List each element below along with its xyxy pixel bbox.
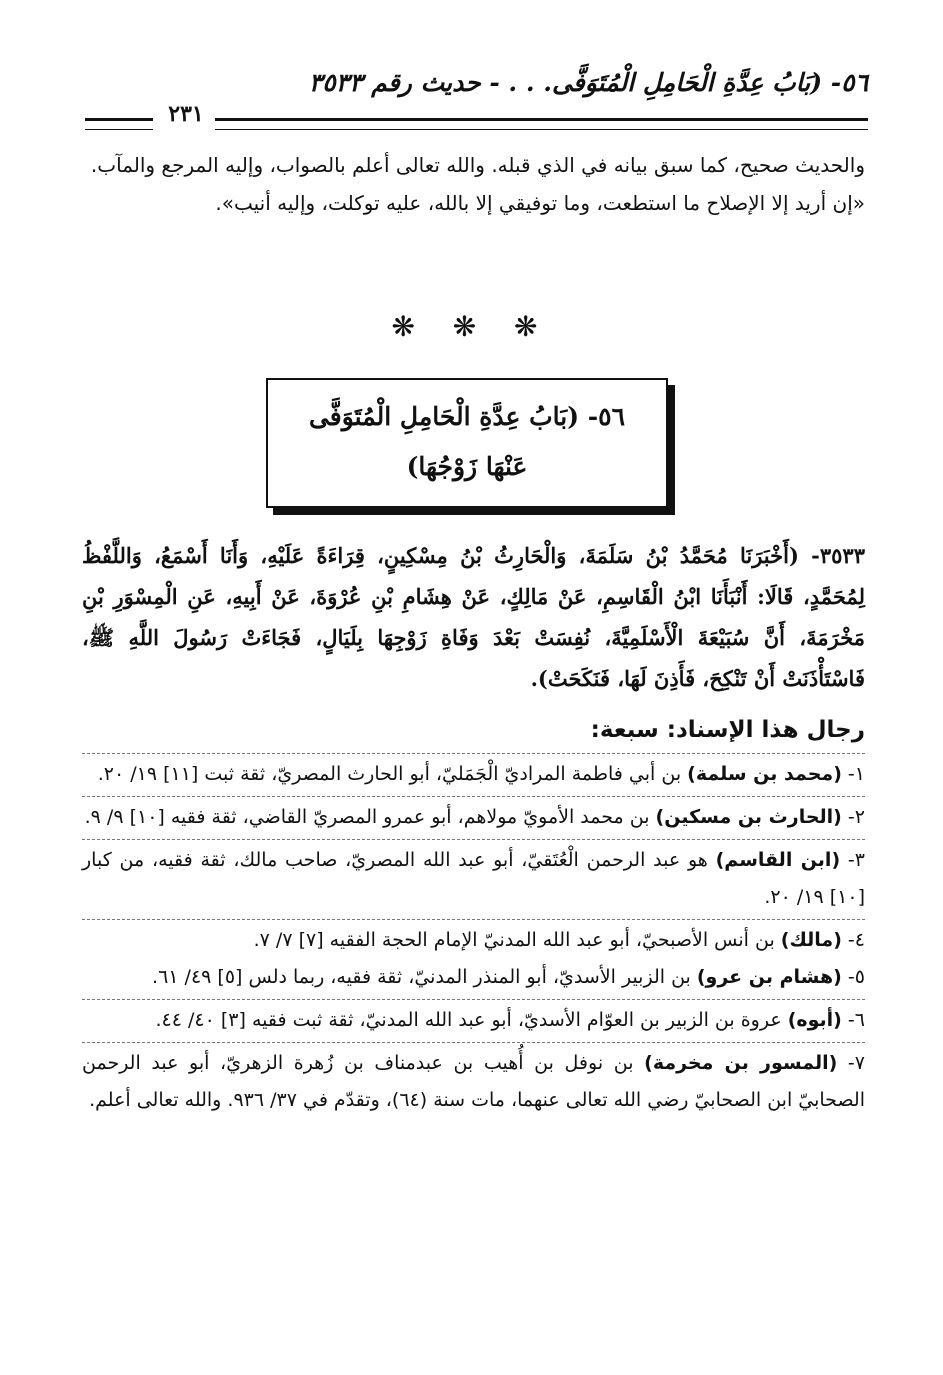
chapter-title-box [266, 378, 668, 508]
narrator-name: (أبوه) [787, 1009, 842, 1031]
intro-paragraph: والحديث صحيح، كما سبق بيانه في الذي قبله. والله تعالى أعلم بالصواب، وإليه المرجع والمآب. [90, 153, 865, 177]
entry-number: ٧- [837, 1052, 866, 1074]
header-rule-short [85, 118, 153, 130]
hadith-text: ٣٥٣٣- (أَخْبَرَنَا مُحَمَّدُ بْنُ سَلَمَةَ، وَالْحَارِثُ بْنُ مِسْكِينٍ، قِرَاءَةً عَلَيْهِ، وَأَنَا أَسْمَعُ، وَاللَّفْظُ لِمُحَمَّدٍ، قَالَا: أَنْبَأَنَا ابْنُ الْقَاسِمِ، عَنْ مَالِكٍ، عَنْ هِشَامِ بْنِ عُرْوَةَ، عَنْ أَبِيهِ، عَنِ الْمِسْوَرِ بْنِ مَخْرَمَةَ، أَنَّ سُبَيْعَةَ الْأَسْلَمِيَّةَ، نُفِسَتْ بَعْدَ وَفَاةِ زَوْجِهَا بِلَيَالٍ، فَجَاءَتْ رَسُولَ اللَّهِ ﷺ، فَاسْتَأْذَنَتْ أَنْ تَنْكِحَ، فَأَذِنَ لَهَا، فَنَكَحَتْ). [82, 543, 865, 691]
narrator-entry [82, 1045, 865, 1119]
entry-number: ١- [841, 763, 865, 785]
divider [82, 999, 865, 1000]
narrator-entry [82, 799, 865, 836]
narrator-name: (المسور بن مخرمة) [644, 1052, 838, 1074]
entry-number: ٦- [841, 1009, 865, 1031]
divider [82, 919, 865, 920]
intro-quote: «إن أريد إلا الإصلاح ما استطعت، وما توفيقي إلا بالله، عليه توكلت، وإليه أنيب». [215, 191, 865, 215]
narrator-name: (محمد بن سلمة) [687, 763, 842, 785]
divider [82, 796, 865, 797]
divider [82, 753, 865, 754]
narrator-description: بن الزبير الأسديّ، أبو المنذر المدنيّ، ثقة فقيه، ربما دلس [٥] ٤٩/ ٦١. [152, 966, 697, 988]
divider [82, 839, 865, 840]
narrators-heading: رجال هذا الإسناد: سبعة: [590, 717, 865, 743]
narrator-name: (ابن القاسم) [715, 849, 841, 871]
running-header: ٥٦- (بَابُ عِدَّةِ الْحَامِلِ الْمُتَوَفَّى. . . - حديث رقم ٣٥٣٣ [308, 68, 868, 97]
intro-section [82, 146, 865, 222]
page-number: ٢٣١ [168, 101, 204, 127]
entry-number: ٥- [841, 966, 865, 988]
narrators-section [82, 710, 865, 1119]
hadith-section [82, 535, 865, 699]
entry-number: ٤- [841, 929, 865, 951]
narrator-description: هو عبد الرحمن الْعُتَقيّ، أبو عبد الله المصريّ، صاحب مالك، ثقة فقيه، من كبار [١٠] ١٩/ ٢٠. [82, 849, 865, 908]
chapter-title-line-2: عَنْهَا زَوْجُهَا) [406, 452, 528, 481]
header-rule-long [215, 118, 868, 130]
narrator-entry [82, 922, 865, 959]
narrator-description: بن محمد الأمويّ مولاهم، أبو عمرو المصريّ القاضي، ثقة فقيه [١٠] ٩/ ٩. [84, 806, 656, 828]
narrator-description: بن أبي فاطمة المراديّ الْجَمَليّ، أبو الحارث المصريّ، ثقة ثبت [١١] ١٩/ ٢٠. [97, 763, 688, 785]
entry-number: ٢- [841, 806, 865, 828]
divider [82, 1042, 865, 1043]
chapter-title-line-1: ٥٦- (بَابُ عِدَّةِ الْحَامِلِ الْمُتَوَفَّى [308, 402, 626, 431]
section-separator: ❋ ❋ ❋ [391, 310, 552, 343]
narrator-entry [82, 842, 865, 916]
entry-number: ٣- [840, 849, 865, 871]
narrator-entry [82, 1002, 865, 1039]
narrator-name: (مالك) [780, 929, 842, 951]
narrator-entry [82, 959, 865, 996]
narrator-name: (هشام بن عرو) [696, 966, 842, 988]
narrator-name: (الحارث بن مسكين) [655, 806, 842, 828]
narrator-description: بن نوفل بن أُهيب بن عبدمناف بن زُهرة الزهريّ، أبو عبد الرحمن الصحابيّ ابن الصحابيّ رضي الله تعالى عنهما، مات سنة (٦٤)، وتقدّم في ٣٧/ ٩٣٦. والله تعالى أعلم. [82, 1052, 865, 1111]
narrator-description: بن أنس الأصبحيّ، أبو عبد الله المدنيّ الإمام الحجة الفقيه [٧] ٧/ ٧. [253, 929, 781, 951]
narrator-entry [82, 756, 865, 793]
narrator-description: عروة بن الزبير بن العوّام الأسديّ، أبو عبد الله المدنيّ، ثقة ثبت فقيه [٣] ٤٠/ ٤٤. [155, 1009, 788, 1031]
